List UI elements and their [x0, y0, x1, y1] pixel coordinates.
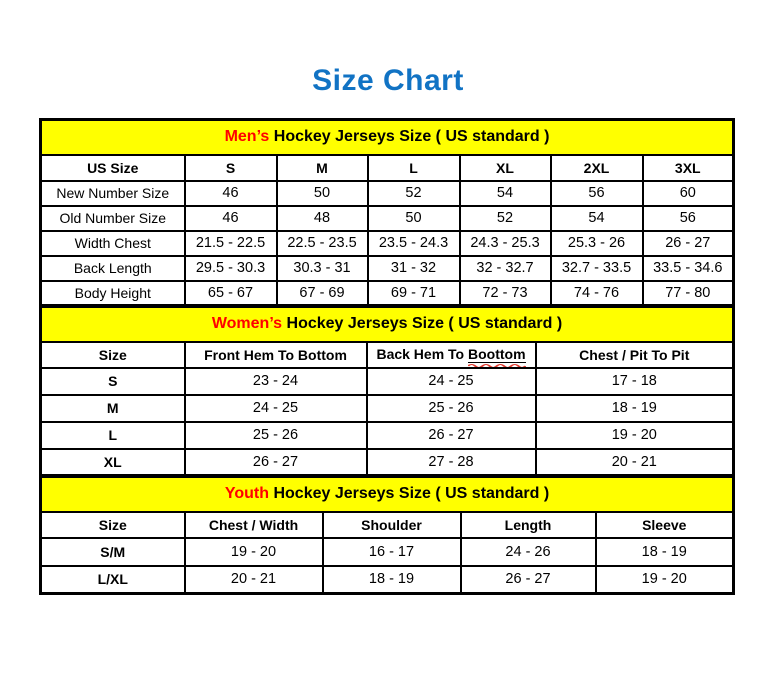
- cell: 26 - 27: [185, 449, 367, 476]
- womens-header-chest: Chest / Pit To Pit: [536, 342, 734, 368]
- row-label: M: [41, 395, 185, 422]
- cell: 72 - 73: [460, 281, 551, 306]
- row-label: S: [41, 368, 185, 395]
- table-row: [41, 395, 734, 422]
- cell: 50: [277, 181, 368, 206]
- cell: 17 - 18: [536, 368, 734, 395]
- cell: 54: [460, 181, 551, 206]
- table-row: [41, 281, 734, 306]
- womens-banner: [41, 307, 734, 342]
- cell: 18 - 19: [596, 538, 734, 566]
- cell: 31 - 32: [368, 256, 460, 281]
- table-row: [41, 368, 734, 395]
- cell: 56: [551, 181, 643, 206]
- cell: 60: [643, 181, 734, 206]
- table-row: [41, 538, 734, 566]
- cell: 56: [643, 206, 734, 231]
- table-row: [41, 566, 734, 594]
- table-row: [41, 422, 734, 449]
- youth-banner-rest: Hockey Jerseys Size ( US standard ): [269, 485, 550, 503]
- mens-header-s: S: [185, 155, 277, 181]
- cell: 54: [551, 206, 643, 231]
- row-label: S/M: [41, 538, 185, 566]
- page-title: Size Chart: [312, 64, 464, 97]
- youth-banner-row: [41, 477, 734, 512]
- cell: 77 - 80: [643, 281, 734, 306]
- youth-header-size: Size: [41, 512, 185, 538]
- cell: 26 - 27: [461, 566, 596, 594]
- cell: 24.3 - 25.3: [460, 231, 551, 256]
- cell: 25 - 26: [367, 395, 536, 422]
- mens-header-m: M: [277, 155, 368, 181]
- cell: 48: [277, 206, 368, 231]
- mens-header-us-size: US Size: [41, 155, 185, 181]
- youth-banner: [41, 477, 734, 512]
- cell: 23.5 - 24.3: [368, 231, 460, 256]
- table-row: [41, 206, 734, 231]
- cell: 52: [368, 181, 460, 206]
- cell: 20 - 21: [185, 566, 323, 594]
- cell: 25 - 26: [185, 422, 367, 449]
- cell: 24 - 26: [461, 538, 596, 566]
- cell: 20 - 21: [536, 449, 734, 476]
- mens-header-row: [41, 155, 734, 181]
- row-label: L: [41, 422, 185, 449]
- row-label: Back Length: [41, 256, 185, 281]
- cell: 74 - 76: [551, 281, 643, 306]
- table-row: [41, 449, 734, 476]
- back-hem-prefix: Back Hem To: [376, 346, 468, 362]
- cell: 67 - 69: [277, 281, 368, 306]
- cell: 32.7 - 33.5: [551, 256, 643, 281]
- youth-header-shoulder: Shoulder: [323, 512, 461, 538]
- misspelled-word: [468, 346, 526, 363]
- row-label: L/XL: [41, 566, 185, 594]
- row-label: XL: [41, 449, 185, 476]
- cell: 24 - 25: [185, 395, 367, 422]
- cell: 18 - 19: [536, 395, 734, 422]
- row-label: Body Height: [41, 281, 185, 306]
- mens-banner-row: [41, 120, 734, 155]
- cell: 30.3 - 31: [277, 256, 368, 281]
- size-tables: [39, 118, 732, 595]
- mens-banner-rest: Hockey Jerseys Size ( US standard ): [269, 128, 550, 146]
- cell: 25.3 - 26: [551, 231, 643, 256]
- cell: 33.5 - 34.6: [643, 256, 734, 281]
- cell: 21.5 - 22.5: [185, 231, 277, 256]
- cell: 23 - 24: [185, 368, 367, 395]
- womens-banner-rest: Hockey Jerseys Size ( US standard ): [282, 315, 563, 333]
- youth-header-length: Length: [461, 512, 596, 538]
- cell: 52: [460, 206, 551, 231]
- youth-header-row: [41, 512, 734, 538]
- cell: 32 - 32.7: [460, 256, 551, 281]
- row-label: New Number Size: [41, 181, 185, 206]
- mens-banner: [41, 120, 734, 155]
- misspelled-word-text: Boottom: [468, 346, 526, 362]
- mens-banner-highlight: Men’s: [224, 128, 270, 146]
- table-row: [41, 231, 734, 256]
- womens-header-back-hem: [367, 342, 536, 368]
- cell: 69 - 71: [368, 281, 460, 306]
- cell: 19 - 20: [185, 538, 323, 566]
- womens-header-size: Size: [41, 342, 185, 368]
- womens-banner-row: [41, 307, 734, 342]
- cell: 46: [185, 206, 277, 231]
- cell: 65 - 67: [185, 281, 277, 306]
- mens-header-3xl: 3XL: [643, 155, 734, 181]
- table-row: [41, 181, 734, 206]
- cell: 29.5 - 30.3: [185, 256, 277, 281]
- youth-header-chest: Chest / Width: [185, 512, 323, 538]
- cell: 19 - 20: [536, 422, 734, 449]
- mens-header-xl: XL: [460, 155, 551, 181]
- row-label: Old Number Size: [41, 206, 185, 231]
- spellcheck-squiggle-icon: [468, 363, 526, 367]
- youth-size-table: [39, 475, 735, 595]
- womens-header-row: [41, 342, 734, 368]
- cell: 24 - 25: [367, 368, 536, 395]
- cell: 26 - 27: [643, 231, 734, 256]
- cell: 50: [368, 206, 460, 231]
- womens-header-front-hem: Front Hem To Bottom: [185, 342, 367, 368]
- row-label: Width Chest: [41, 231, 185, 256]
- mens-header-l: L: [368, 155, 460, 181]
- cell: 16 - 17: [323, 538, 461, 566]
- cell: 19 - 20: [596, 566, 734, 594]
- youth-header-sleeve: Sleeve: [596, 512, 734, 538]
- mens-size-table: [39, 118, 735, 307]
- table-row: [41, 256, 734, 281]
- cell: 18 - 19: [323, 566, 461, 594]
- womens-banner-highlight: Women’s: [211, 315, 283, 333]
- womens-size-table: [39, 305, 735, 477]
- cell: 46: [185, 181, 277, 206]
- cell: 26 - 27: [367, 422, 536, 449]
- cell: 22.5 - 23.5: [277, 231, 368, 256]
- cell: 27 - 28: [367, 449, 536, 476]
- youth-banner-highlight: Youth: [224, 485, 270, 503]
- mens-header-2xl: 2XL: [551, 155, 643, 181]
